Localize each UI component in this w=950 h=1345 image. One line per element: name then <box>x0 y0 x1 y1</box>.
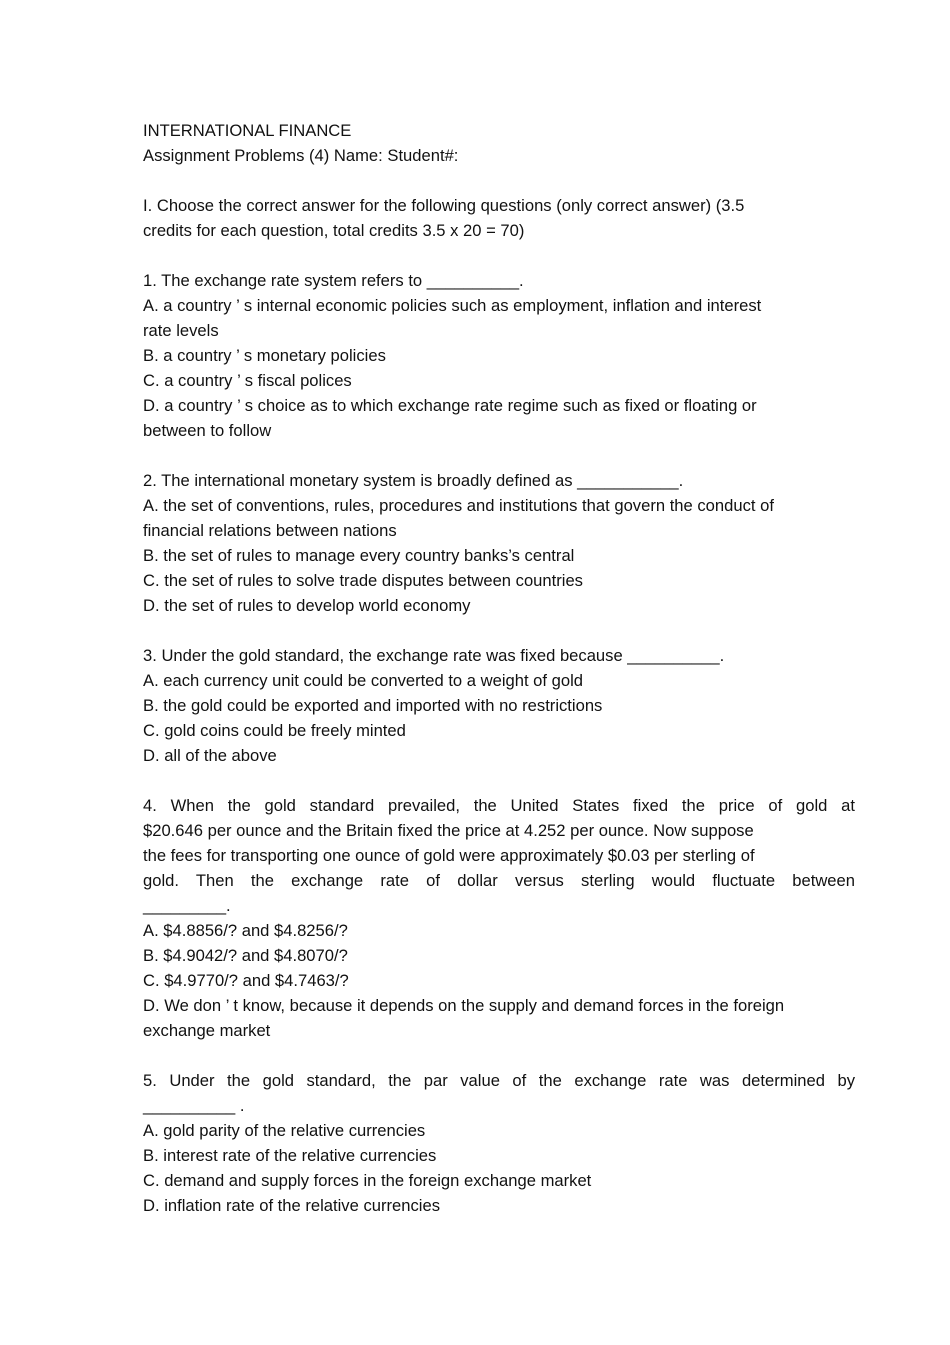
question-stem-line: __________ . <box>143 1096 245 1115</box>
answer-option-c <box>143 568 855 593</box>
option-text-line: A. a country ’ s internal economic policies such as employment, inflation and interest <box>143 296 762 315</box>
option-text-line: financial relations between nations <box>143 521 397 540</box>
question-5 <box>143 1068 855 1218</box>
document-page <box>143 118 855 1218</box>
option-text-line: A. gold parity of the relative currencies <box>143 1121 426 1140</box>
option-text-line: D. We don ’ t know, because it depends on the supply and demand forces in the foreign <box>143 996 785 1015</box>
question-2 <box>143 468 855 618</box>
question-stem-line: 4. When the gold standard prevailed, the United States fixed the price of gold at <box>143 796 855 815</box>
answer-option-d <box>143 393 855 443</box>
option-text-line: D. all of the above <box>143 746 277 765</box>
question-stem-line: $20.646 per ounce and the Britain fixed the price at 4.252 per ounce. Now suppose <box>143 821 754 840</box>
answer-option-a <box>143 1118 855 1143</box>
answer-option-d <box>143 743 855 768</box>
answer-option-c <box>143 718 855 743</box>
question-list <box>143 268 855 1218</box>
assignment-subtitle: Assignment Problems (4) Name: Student#: <box>143 146 459 165</box>
option-text-line: B. a country ’ s monetary policies <box>143 346 386 365</box>
question-3 <box>143 643 855 768</box>
question-stem-line: 2. The international monetary system is broadly defined as ___________. <box>143 471 684 490</box>
instructions-line-2: credits for each question, total credits 3.5 x 20 = 70) <box>143 221 525 240</box>
option-text-line: B. interest rate of the relative currencies <box>143 1146 437 1165</box>
answer-option-b <box>143 693 855 718</box>
option-text-line: C. a country ’ s fiscal polices <box>143 371 352 390</box>
answer-option-d <box>143 593 855 618</box>
option-text-line: exchange market <box>143 1021 271 1040</box>
option-text-line: A. the set of conventions, rules, procedures and institutions that govern the conduct of <box>143 496 774 515</box>
option-text-line: B. $4.9042/? and $4.8070/? <box>143 946 348 965</box>
answer-option-a <box>143 493 855 543</box>
option-text-line: C. $4.9770/? and $4.7463/? <box>143 971 349 990</box>
answer-option-c <box>143 968 855 993</box>
answer-option-c <box>143 368 855 393</box>
option-text-line: B. the set of rules to manage every country banks’s central <box>143 546 575 565</box>
option-text-line: B. the gold could be exported and imported with no restrictions <box>143 696 603 715</box>
option-text-line: A. each currency unit could be converted to a weight of gold <box>143 671 584 690</box>
question-stem-line: 5. Under the gold standard, the par value of the exchange rate was determined by <box>143 1071 855 1090</box>
answer-option-b <box>143 543 855 568</box>
option-text-line: D. a country ’ s choice as to which exchange rate regime such as fixed or floating or <box>143 396 757 415</box>
answer-option-c <box>143 1168 855 1193</box>
question-stem-line: gold. Then the exchange rate of dollar versus sterling would fluctuate between <box>143 871 855 890</box>
option-text-line: A. $4.8856/? and $4.8256/? <box>143 921 348 940</box>
answer-option-a <box>143 918 855 943</box>
answer-option-d <box>143 993 855 1043</box>
answer-option-d <box>143 1193 855 1218</box>
question-stem-line: the fees for transporting one ounce of gold were approximately $0.03 per sterling of <box>143 846 755 865</box>
option-text-line: between to follow <box>143 421 272 440</box>
answer-option-b <box>143 943 855 968</box>
answer-option-a <box>143 293 855 343</box>
question-4 <box>143 793 855 1043</box>
course-title: INTERNATIONAL FINANCE <box>143 121 352 140</box>
option-text-line: C. the set of rules to solve trade disputes between countries <box>143 571 583 590</box>
answer-option-a <box>143 668 855 693</box>
question-1 <box>143 268 855 443</box>
question-stem-line: _________. <box>143 896 231 915</box>
option-text-line: C. demand and supply forces in the foreign exchange market <box>143 1171 592 1190</box>
option-text-line: rate levels <box>143 321 219 340</box>
question-stem-line: 3. Under the gold standard, the exchange rate was fixed because __________. <box>143 646 725 665</box>
instructions-line-1: I. Choose the correct answer for the following questions (only correct answer) (3.5 <box>143 196 745 215</box>
option-text-line: D. inflation rate of the relative currencies <box>143 1196 440 1215</box>
option-text-line: D. the set of rules to develop world economy <box>143 596 471 615</box>
option-text-line: C. gold coins could be freely minted <box>143 721 406 740</box>
answer-option-b <box>143 343 855 368</box>
answer-option-b <box>143 1143 855 1168</box>
question-stem-line: 1. The exchange rate system refers to __________. <box>143 271 524 290</box>
